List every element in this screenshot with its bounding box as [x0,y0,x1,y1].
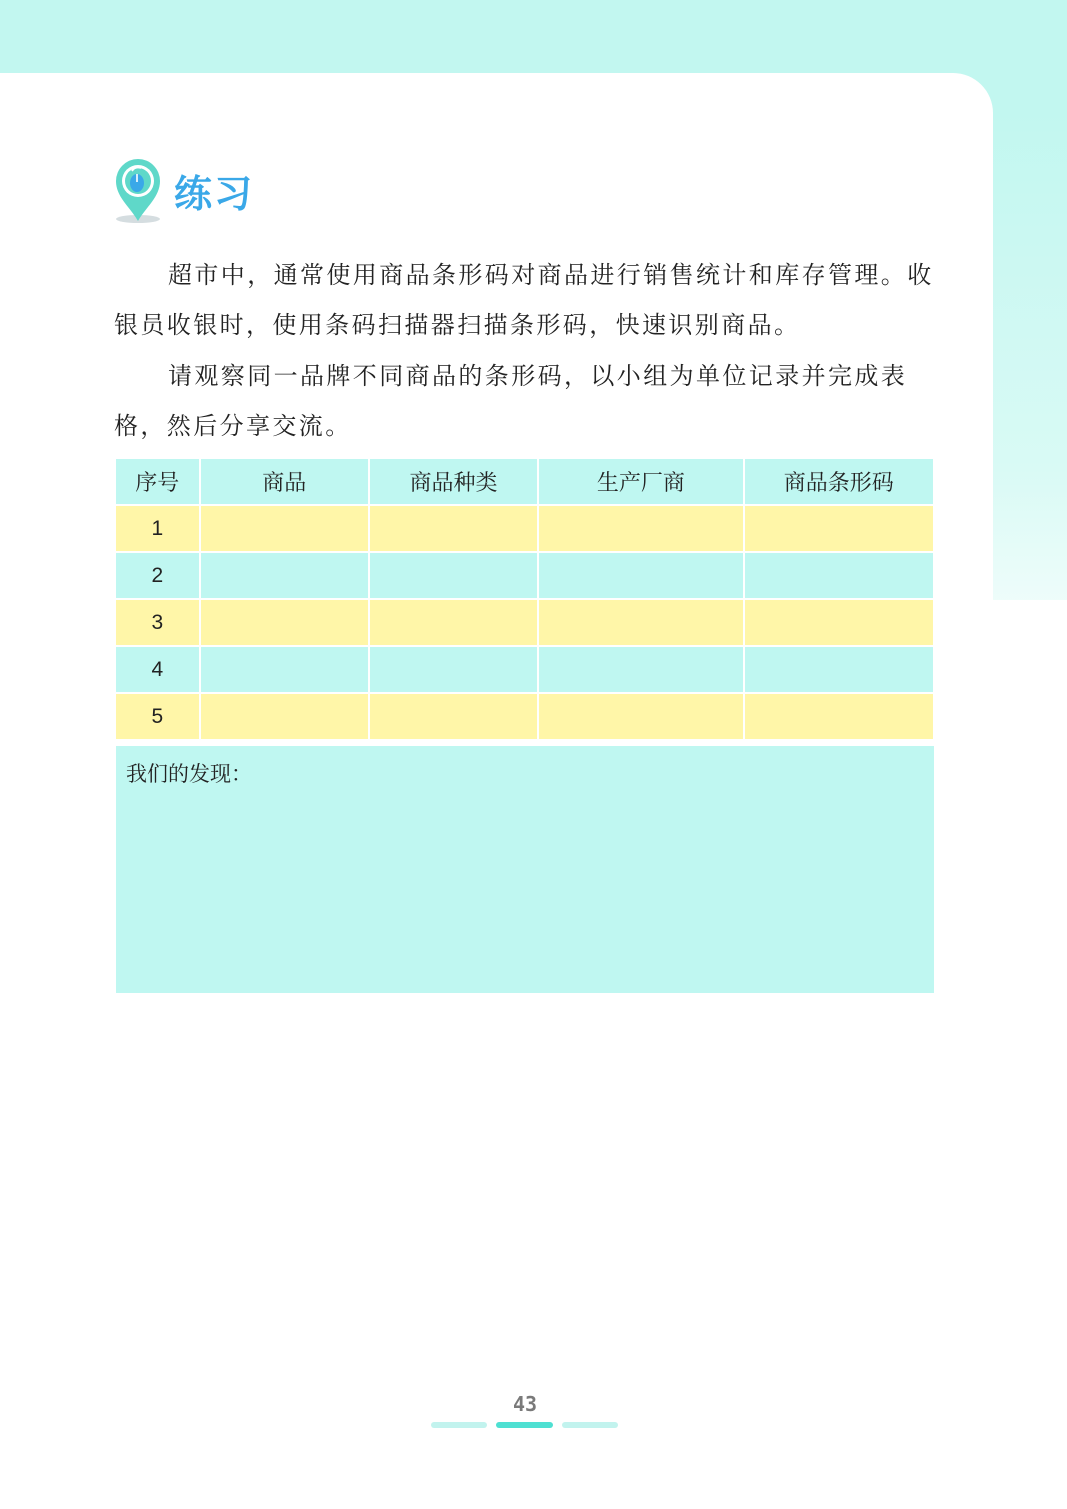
manufacturer-cell[interactable] [539,553,743,598]
product-cell[interactable] [201,553,368,598]
header-product: 商品 [201,459,368,504]
row-index: 1 [116,506,199,551]
barcode-cell[interactable] [745,600,933,645]
table-row [116,600,933,645]
manufacturer-cell[interactable] [539,506,743,551]
table-header-row [116,459,933,504]
footer-bar-active [496,1422,553,1428]
row-index: 4 [116,647,199,692]
row-index: 5 [116,694,199,739]
barcode-cell[interactable] [745,553,933,598]
footer-bar-left [431,1422,487,1428]
category-cell[interactable] [370,647,537,692]
page-number: 43 [512,1392,538,1416]
task-paragraph: 请观察同一品牌不同商品的条形码，以小组为单位记录并完成表格，然后分享交流。 [114,362,908,440]
heading-title: 练习 [174,172,255,216]
header-category: 商品种类 [370,459,537,504]
category-cell[interactable] [370,600,537,645]
barcode-cell[interactable] [745,647,933,692]
table-row [116,694,933,739]
footer-bar-right [562,1422,618,1428]
header-index: 序号 [116,459,199,504]
product-cell[interactable] [201,694,368,739]
table-row [116,506,933,551]
header-barcode: 商品条形码 [745,459,933,504]
product-cell[interactable] [201,506,368,551]
barcode-cell[interactable] [745,694,933,739]
product-cell[interactable] [201,647,368,692]
barcode-table [114,457,935,741]
category-cell[interactable] [370,506,537,551]
category-cell[interactable] [370,694,537,739]
row-index: 2 [116,553,199,598]
barcode-cell[interactable] [745,506,933,551]
findings-label: 我们的发现： [126,763,252,786]
mouse-pin-icon [110,155,166,225]
category-cell[interactable] [370,553,537,598]
product-cell[interactable] [201,600,368,645]
findings-box[interactable] [116,746,934,993]
manufacturer-cell[interactable] [539,694,743,739]
table-row [116,553,933,598]
page-sheet-lower [990,600,1067,1509]
row-index: 3 [116,600,199,645]
manufacturer-cell[interactable] [539,600,743,645]
manufacturer-cell[interactable] [539,647,743,692]
table-row [116,647,933,692]
header-manufacturer: 生产厂商 [539,459,743,504]
intro-paragraph: 超市中，通常使用商品条形码对商品进行销售统计和库存管理。收银员收银时，使用条码扫描器扫描条形码，快速识别商品。 [114,261,934,339]
